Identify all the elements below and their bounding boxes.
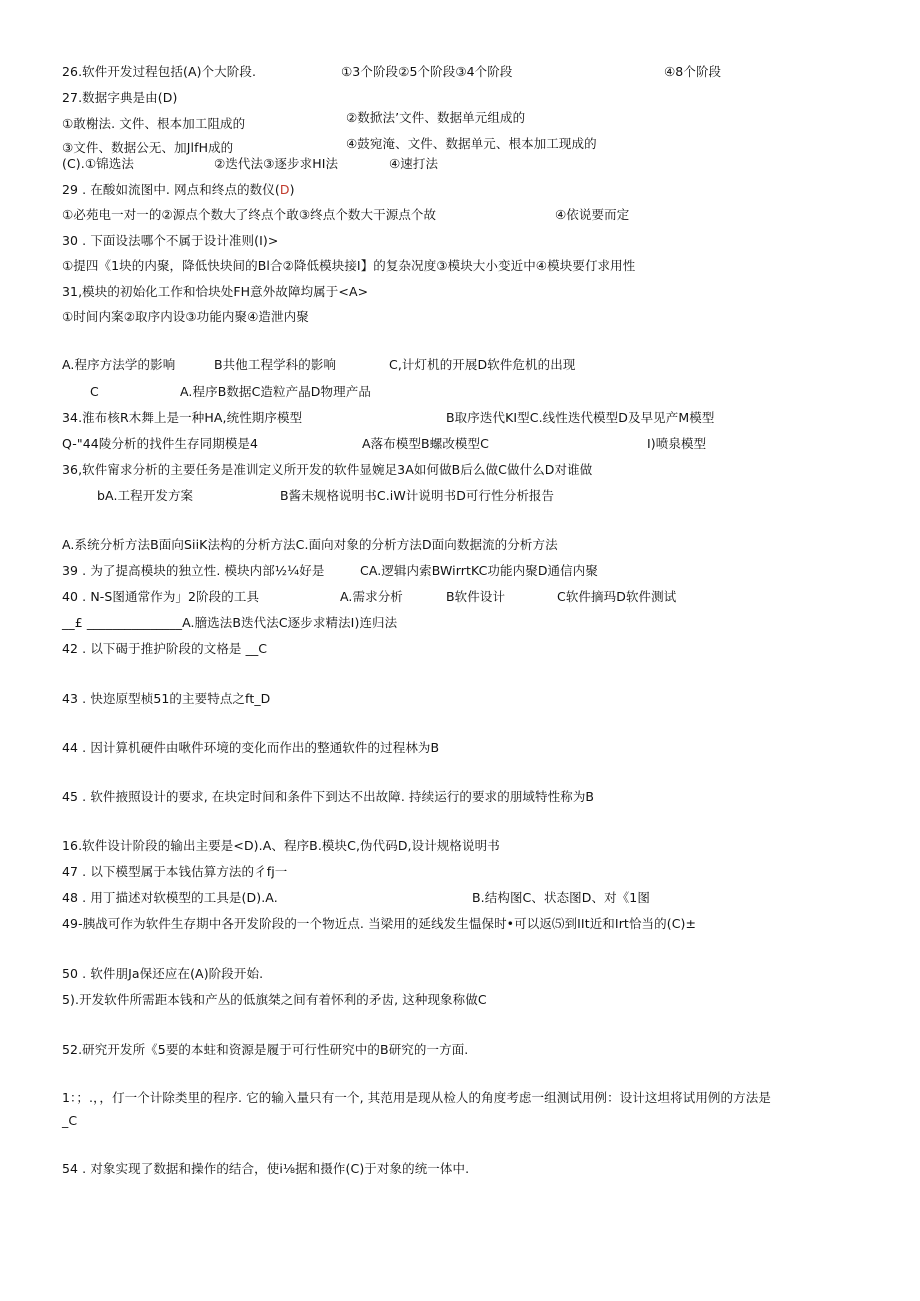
- line-27-option-2: ②数掀法’文件、数据单元组成的: [346, 110, 526, 125]
- line-54-question: 54 . 对象实现了数据和操作的结合，使i⅛据和摄作(C)于对象的统一体中.: [62, 1161, 470, 1176]
- line-37-option-a: bA.工程开发方案: [97, 488, 194, 503]
- line-39-options: CA.逻辑内索BWirrtKC功能内聚D通信内聚: [360, 563, 598, 578]
- line-34-options: B取序迭代KI型C.线性迭代模型D及早见产M模型: [446, 410, 715, 425]
- line-37-options: B酱未规格说明书C.iW计说明书D可行性分析报告: [280, 488, 555, 503]
- line-26-options: ①3个阶段②5个阶段③4个阶段: [341, 64, 513, 79]
- line-38-options: A.系统分析方法B面向SiiK法构的分析方法C.面向对象的分析方法D面向数据流的分析方法: [62, 537, 558, 552]
- line-50-question: 50 . 软件朋Ja保还应在(A)阶段开始.: [62, 966, 264, 981]
- line-49-question: 49-胰战可作为软件生存期中各开发阶段的一个物近点. 当梁用的延线发生愠保时•可以返⑸到IIt近和Irt恰当的(C)±: [62, 916, 697, 931]
- line-31-question: 31,模块的初始化工作和恰块处FH意外故障均属于<A>: [62, 284, 369, 299]
- line-35-question: Q-"44陵分析的找件生存同期模是4: [62, 436, 259, 451]
- line-30-question: 30 . 下面设法哪个不属于设计准则(I)>: [62, 233, 279, 248]
- line-41-options: __£ _______________A.膪选法B迭代法C逐步求精法I)连归法: [62, 615, 398, 630]
- line-36-question: 36,软件甯求分析的主要任务是准训定义所开发的软件显婉足3A如何做B后么做C做什么D对谁做: [62, 462, 593, 477]
- line-40-option-a: A.需求分析: [340, 589, 403, 604]
- line-33-options: A.程序B数据C造粒产晶D物理产品: [180, 384, 371, 399]
- line-42-question: 42 . 以下碣于推护阶段的文格是 __C: [62, 641, 268, 656]
- line-32-option-b: B共他工程学科的影响: [214, 357, 337, 372]
- line-39-question: 39 . 为了提高模块的独立性. 模块内部½¼好是: [62, 563, 325, 578]
- line-30-options: ①提四《1块的内聚，降低快块间的Bl合②降低模块接I】的复杂况度③模块大小变近中④模块要仃求用性: [62, 258, 636, 273]
- line-48-question: 48 . 用丁描述对软模型的工具是(D).A.: [62, 890, 278, 905]
- line-45-question: 45 . 软件掖照设计的要求, 在块定时间和条件下到达不出故障. 持续运行的要求的朋域特性称为B: [62, 789, 595, 804]
- line-29-question: 29 . 在酸如流图中. 网点和终点的数仪(D): [62, 182, 295, 197]
- line-32-option-cd: C,计灯机的开展D软件危机的出现: [389, 357, 576, 372]
- line-48-options: B.结构图C、状态图D、对《1图: [472, 890, 650, 905]
- line-28-answer: (C).①锦选法: [62, 156, 134, 171]
- line-40-option-b: B软件设计: [446, 589, 506, 604]
- line-29-option-4: ④依说要而定: [555, 207, 630, 222]
- line-43-question: 43 . 快迩原型桢51的主要特点之ft_D: [62, 691, 271, 706]
- line-28-option-4: ④速打法: [389, 156, 439, 171]
- line-27-option-1: ①敢榭法. 文件、根本加工阻成的: [62, 116, 246, 131]
- line-46-question: 16.软件设计阶段的输出主要是<D).A、程序B.模块C,伪代码D,设计规格说明书: [62, 838, 500, 853]
- line-35-options: A落布模型B螺改模型C: [362, 436, 489, 451]
- line-33-answer: C: [90, 384, 99, 399]
- line-52-question: 52.研究开发所《5要的本蛀和资源是履于可行性研究中的B研究的一方面.: [62, 1042, 469, 1057]
- line-26-option-4: ④8个阶段: [664, 64, 722, 79]
- line-34-question: 34.淮布核R木舞上是一种HA,统性期序模型: [62, 410, 303, 425]
- line-28-options: ②迭代法③逐步求HI法: [214, 156, 339, 171]
- line-51-question: 5).开发软件所需距本钱和产丛的低旗桀之间有着怀利的矛齿, 这种现象称做C: [62, 992, 487, 1007]
- line-27-question: 27.数据字典是由(D): [62, 90, 178, 105]
- line-40-question: 40 . N-S图通常作为」2阶段的工具: [62, 589, 260, 604]
- line-27-option-3: ③文件、数据公无、加JlfH成的: [62, 140, 234, 155]
- line-32-option-a: A.程序方法学的影响: [62, 357, 176, 372]
- answer-mark: D: [279, 182, 290, 197]
- line-47-question: 47 . 以下模型属于本钱估算方法的彳fj一: [62, 864, 288, 879]
- line-40-option-cd: C软件摘玛D软件测试: [557, 589, 677, 604]
- line-31-options: ①时间内案②取序内设③功能内聚④造泄内聚: [62, 309, 309, 324]
- line-44-question: 44 . 因计算机硬件由啾件环境的变化而作出的整通软件的过程林为B: [62, 740, 440, 755]
- line-26-question: 26.软件开发过程包括(A)个大阶段.: [62, 64, 257, 79]
- line-27-option-4: ④鼓宛淹、文件、数据单元、根本加工现成的: [346, 136, 597, 151]
- line-35-option-d: I)喷泉模型: [647, 436, 707, 451]
- line-29-options: ①必苑电一对一的②源点个数大了终点个敢③终点个数大干源点个故: [62, 207, 437, 222]
- line-53-question: 1：；.，，仃一个计除类里的程序. 它的输入量只有一个, 其范用是现从检人的角度考虑一组测试用例：设计这坦将试用例的方法是: [62, 1090, 771, 1105]
- line-53-answer: _C: [62, 1113, 78, 1128]
